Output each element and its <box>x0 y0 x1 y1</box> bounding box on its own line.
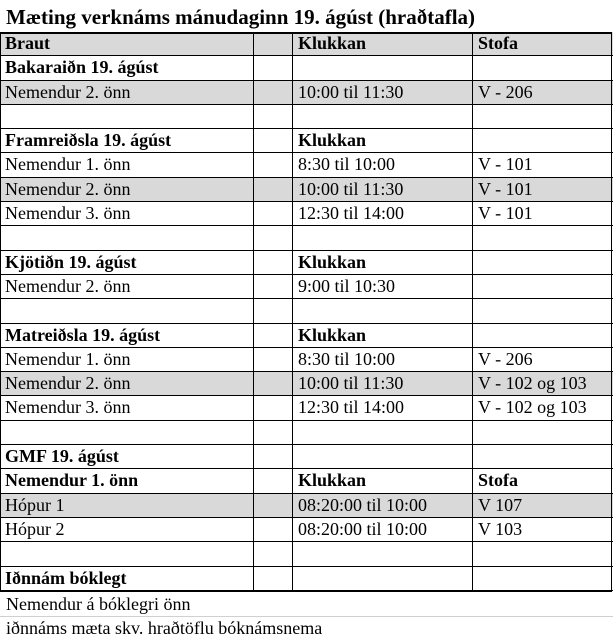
cell-stofa: V - 101 <box>472 178 613 201</box>
cell-stofa: V - 101 <box>472 153 613 176</box>
cell-braut: Hópur 2 <box>5 518 65 539</box>
cell-klukkan: 8:30 til 10:00 <box>292 153 472 176</box>
table-row <box>0 518 613 542</box>
cell-klukkan <box>292 445 472 468</box>
cell-empty <box>253 226 292 249</box>
cell-klukkan: 12:30 til 14:00 <box>292 202 472 225</box>
cell-klukkan <box>292 299 472 322</box>
cell-stofa <box>472 299 613 322</box>
cell-klukkan <box>292 226 472 249</box>
cell-stofa <box>472 105 613 128</box>
cell-stofa: Stofa <box>472 469 613 492</box>
table-row <box>0 469 613 493</box>
table-row <box>0 202 613 226</box>
cell-braut: Nemendur 2. önn <box>5 373 131 394</box>
cell-klukkan: Klukkan <box>292 129 472 152</box>
cell-braut <box>0 421 253 444</box>
cell-braut: Framreiðsla 19. ágúst <box>5 130 172 151</box>
cell-empty <box>253 299 292 322</box>
cell-empty <box>253 81 292 104</box>
cell-stofa: V 103 <box>472 518 613 541</box>
cell-braut: Nemendur 3. önn <box>5 203 131 224</box>
cell-stofa <box>472 542 613 565</box>
table-row <box>0 129 613 153</box>
cell-stofa: V - 206 <box>472 348 613 371</box>
table-row <box>0 81 613 105</box>
cell-empty <box>253 178 292 201</box>
table-row <box>0 542 613 566</box>
cell-empty <box>253 421 292 444</box>
cell-klukkan: 08:20:00 til 10:00 <box>292 518 472 541</box>
cell-braut <box>0 105 253 128</box>
cell-klukkan: 08:20:00 til 10:00 <box>292 494 472 517</box>
cell-empty <box>253 324 292 347</box>
table-row <box>0 494 613 518</box>
cell-braut <box>0 226 253 249</box>
schedule-table <box>0 32 613 591</box>
cell-braut: Hópur 1 <box>5 494 65 515</box>
cell-empty <box>253 469 292 492</box>
header-empty-cell <box>253 32 292 55</box>
cell-stofa <box>472 567 613 590</box>
cell-empty <box>253 153 292 176</box>
table-row <box>0 396 613 420</box>
table-row <box>0 105 613 129</box>
table-row <box>0 567 613 591</box>
cell-braut: GMF 19. ágúst <box>5 446 119 467</box>
cell-empty <box>253 372 292 395</box>
cell-klukkan: 12:30 til 14:00 <box>292 396 472 419</box>
cell-braut: Nemendur 2. önn <box>5 178 131 199</box>
cell-braut: Bakaraiðn 19. ágúst <box>5 57 159 78</box>
cell-braut: Nemendur 1. önn <box>5 470 139 491</box>
cell-klukkan: 10:00 til 11:30 <box>292 81 472 104</box>
cell-braut: Nemendur 2. önn <box>5 275 131 296</box>
cell-stofa: V - 101 <box>472 202 613 225</box>
cell-stofa <box>472 226 613 249</box>
cell-empty <box>253 129 292 152</box>
cell-empty <box>253 105 292 128</box>
cell-empty <box>253 518 292 541</box>
cell-klukkan <box>292 56 472 79</box>
table-row <box>0 299 613 323</box>
cell-klukkan <box>292 105 472 128</box>
table-row <box>0 348 613 372</box>
cell-empty <box>253 445 292 468</box>
cell-stofa: V 107 <box>472 494 613 517</box>
cell-klukkan <box>292 567 472 590</box>
table-row <box>0 153 613 177</box>
cell-braut <box>0 542 253 565</box>
table-row <box>0 445 613 469</box>
footer-line-1: Nemendur á bóklegri önn <box>6 594 191 614</box>
cell-stofa <box>472 421 613 444</box>
table-row <box>0 251 613 275</box>
table-header-row <box>0 32 613 56</box>
cell-empty <box>253 275 292 298</box>
cell-klukkan: 10:00 til 11:30 <box>292 178 472 201</box>
cell-braut: Iðnnám bóklegt <box>5 567 127 588</box>
table-row <box>0 178 613 202</box>
cell-klukkan: 8:30 til 10:00 <box>292 348 472 371</box>
table-row <box>0 226 613 250</box>
cell-braut: Nemendur 2. önn <box>5 81 131 102</box>
cell-empty <box>253 348 292 371</box>
header-stofa: Stofa <box>472 32 613 55</box>
footer-line-2: iðnnáms mæta skv. hraðtöflu bóknámsnema <box>6 618 323 638</box>
cell-klukkan <box>292 421 472 444</box>
cell-empty <box>253 56 292 79</box>
cell-klukkan: 10:00 til 11:30 <box>292 372 472 395</box>
cell-empty <box>253 542 292 565</box>
page-title: Mæting verknáms mánudaginn 19. ágúst (hraðtafla) <box>6 5 476 29</box>
table-row <box>0 372 613 396</box>
header-braut: Braut <box>5 33 50 53</box>
cell-braut: Nemendur 1. önn <box>5 154 131 175</box>
header-klukkan: Klukkan <box>292 32 472 55</box>
table-row <box>0 324 613 348</box>
cell-empty <box>253 494 292 517</box>
cell-empty <box>253 202 292 225</box>
cell-klukkan: Klukkan <box>292 324 472 347</box>
cell-empty <box>253 567 292 590</box>
cell-stofa: V - 102 og 103 <box>472 396 613 419</box>
table-row <box>0 275 613 299</box>
cell-braut <box>0 299 253 322</box>
cell-stofa: V - 102 og 103 <box>472 372 613 395</box>
cell-stofa <box>472 56 613 79</box>
cell-klukkan <box>292 542 472 565</box>
cell-braut: Matreiðsla 19. ágúst <box>5 324 161 345</box>
cell-stofa: V - 206 <box>472 81 613 104</box>
cell-empty <box>253 396 292 419</box>
table-body <box>0 56 613 591</box>
cell-empty <box>253 251 292 274</box>
cell-braut: Kjötiðn 19. ágúst <box>5 251 137 272</box>
cell-stofa <box>472 251 613 274</box>
cell-stofa <box>472 129 613 152</box>
cell-stofa <box>472 275 613 298</box>
table-row <box>0 56 613 80</box>
cell-klukkan: 9:00 til 10:30 <box>292 275 472 298</box>
cell-braut: Nemendur 3. önn <box>5 397 131 418</box>
cell-braut: Nemendur 1. önn <box>5 348 131 369</box>
table-row <box>0 421 613 445</box>
cell-klukkan: Klukkan <box>292 251 472 274</box>
cell-stofa <box>472 445 613 468</box>
cell-klukkan: Klukkan <box>292 469 472 492</box>
cell-stofa <box>472 324 613 347</box>
